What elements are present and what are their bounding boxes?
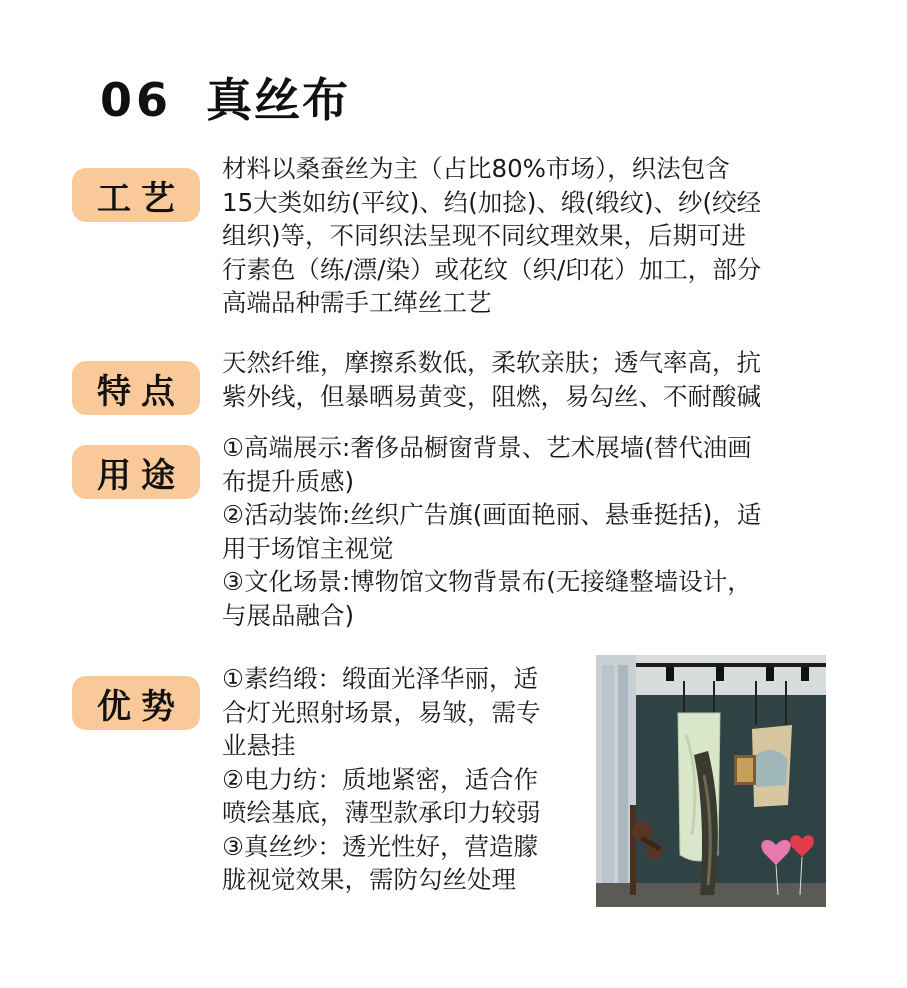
text-line: 材料以桑蚕丝为主（占比80%市场），织法包含 (222, 154, 730, 183)
exhibition-scene-image (596, 655, 826, 907)
page-number: 06 (100, 73, 173, 127)
tag-advantages: 优势 (72, 676, 200, 730)
text-line: 业悬挂 (222, 731, 296, 760)
section-uses-text (222, 431, 832, 632)
text-line: 与展品融合) (222, 600, 355, 630)
text-line: 合灯光照射场景，易皱，需专 (222, 697, 541, 727)
text-line: ②活动装饰:丝织广告旗(画面艳丽、悬垂挺括)，适 (222, 500, 762, 529)
section-advantages-text (222, 662, 592, 897)
text-line: ③真丝纱：透光性好，营造朦 (222, 831, 538, 861)
text-line: ①素绉缎：缎面光泽华丽，适 (222, 664, 538, 693)
text-line: ①高端展示:奢侈品橱窗背景、艺术展墙(替代油画 (222, 433, 752, 462)
tag-uses: 用途 (72, 445, 200, 499)
text-line: ②电力纺：质地紧密，适合作 (222, 764, 538, 794)
text-line: ③文化场景:博物馆文物背景布(无接缝整墙设计， (222, 567, 752, 596)
text-line: 15大类如纺(平纹)、绉(加捻)、缎(缎纹)、纱(绞经 (222, 187, 762, 217)
text-line: 用于场馆主视觉 (222, 533, 394, 563)
section-craft-text (222, 152, 832, 320)
page-heading: 真丝布 (206, 73, 351, 127)
text-line: 天然纤维，摩擦系数低，柔软亲肤；透气率高，抗 (222, 348, 761, 377)
exhibition-photo (596, 655, 826, 907)
tag-craft: 工艺 (72, 168, 200, 222)
tag-features: 特点 (72, 361, 200, 415)
text-line: 高端品种需手工缂丝工艺 (222, 288, 492, 317)
text-line: 胧视觉效果，需防勾丝处理 (222, 865, 516, 894)
text-line: 布提升质感) (222, 466, 355, 496)
page-title (100, 64, 350, 130)
text-line: 紫外线，但暴晒易黄变，阻燃，易勾丝、不耐酸碱 (222, 381, 761, 411)
text-line: 喷绘基底，薄型款承印力较弱 (222, 798, 541, 827)
text-line: 组织)等，不同织法呈现不同纹理效果，后期可进 (222, 221, 747, 250)
section-features-text (222, 346, 832, 413)
text-line: 行素色（练/漂/染）或花纹（织/印花）加工，部分 (222, 254, 762, 284)
